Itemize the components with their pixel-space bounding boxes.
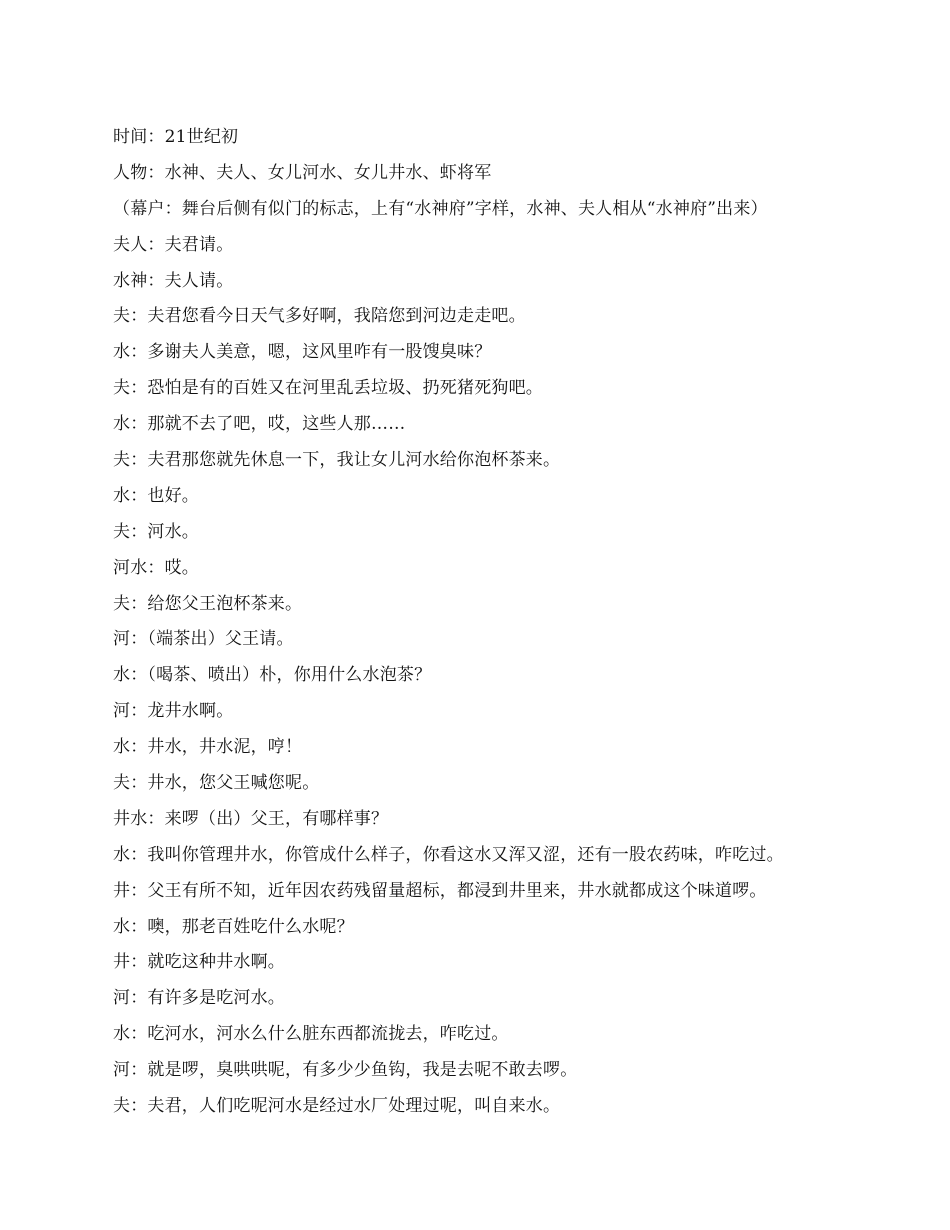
script-body — [113, 122, 913, 1127]
script-line: 水：吃河水，河水么什么脏东西都流拢去，咋吃过。 — [113, 1024, 509, 1045]
script-line: 河：就是啰，臭哄哄呢，有多少少鱼钩，我是去呢不敢去啰。 — [113, 1060, 578, 1081]
script-line: 水：多谢夫人美意，嗯，这风里咋有一股馊臭味？ — [113, 342, 492, 363]
script-line-stage-direction: （幕户：舞台后侧有似门的标志，上有“水神府”字样，水神、夫人相从“水神府”出来） — [113, 198, 768, 219]
script-line-time: 时间：21世纪初 — [113, 127, 239, 147]
script-line: 河：龙井水啊。 — [113, 701, 234, 722]
script-line: 夫：夫君那您就先休息一下，我让女儿河水给你泡杯茶来。 — [113, 450, 561, 471]
script-line-characters: 人物：水神、夫人、女儿河水、女儿井水、虾将军 — [113, 162, 492, 183]
script-line: 河：（端茶出）父王请。 — [113, 629, 294, 650]
script-line: 夫：给您父王泡杯茶来。 — [113, 593, 303, 614]
script-line: 夫：恐怕是有的百姓又在河里乱丢垃圾、扔死猪死狗吧。 — [113, 378, 543, 399]
script-line: 水：噢，那老百姓吃什么水呢？ — [113, 916, 354, 937]
script-line: 夫：河水。 — [113, 521, 199, 542]
script-line: 夫：夫君，人们吃呢河水是经过水厂处理过呢，叫自来水。 — [113, 1096, 561, 1117]
script-line: 水：（喝茶、喷出）朴，你用什么水泡茶？ — [113, 665, 432, 686]
script-line: 井：就吃这种井水啊。 — [113, 952, 285, 973]
script-line: 水神：夫人请。 — [113, 270, 234, 291]
script-line: 井：父王有所不知，近年因农药残留量超标，都浸到井里来，井水就都成这个味道啰。 — [113, 880, 767, 901]
script-line: 河：有许多是吃河水。 — [113, 988, 285, 1009]
script-line: 水：我叫你管理井水，你管成什么样子，你看这水又浑又涩，还有一股农药味，咋吃过。 — [113, 844, 784, 865]
script-line: 夫：夫君您看今日天气多好啊，我陪您到河边走走吧。 — [113, 306, 526, 327]
script-line: 水：井水，井水泥，哼！ — [113, 737, 303, 758]
script-line: 井水：来啰（出）父王，有哪样事？ — [113, 808, 389, 829]
script-line: 水：那就不去了吧，哎，这些人那…… — [113, 414, 406, 435]
script-line: 河水：哎。 — [113, 557, 199, 578]
script-line: 水：也好。 — [113, 485, 199, 506]
script-line: 夫人：夫君请。 — [113, 234, 234, 255]
script-line: 夫：井水，您父王喊您呢。 — [113, 773, 320, 794]
